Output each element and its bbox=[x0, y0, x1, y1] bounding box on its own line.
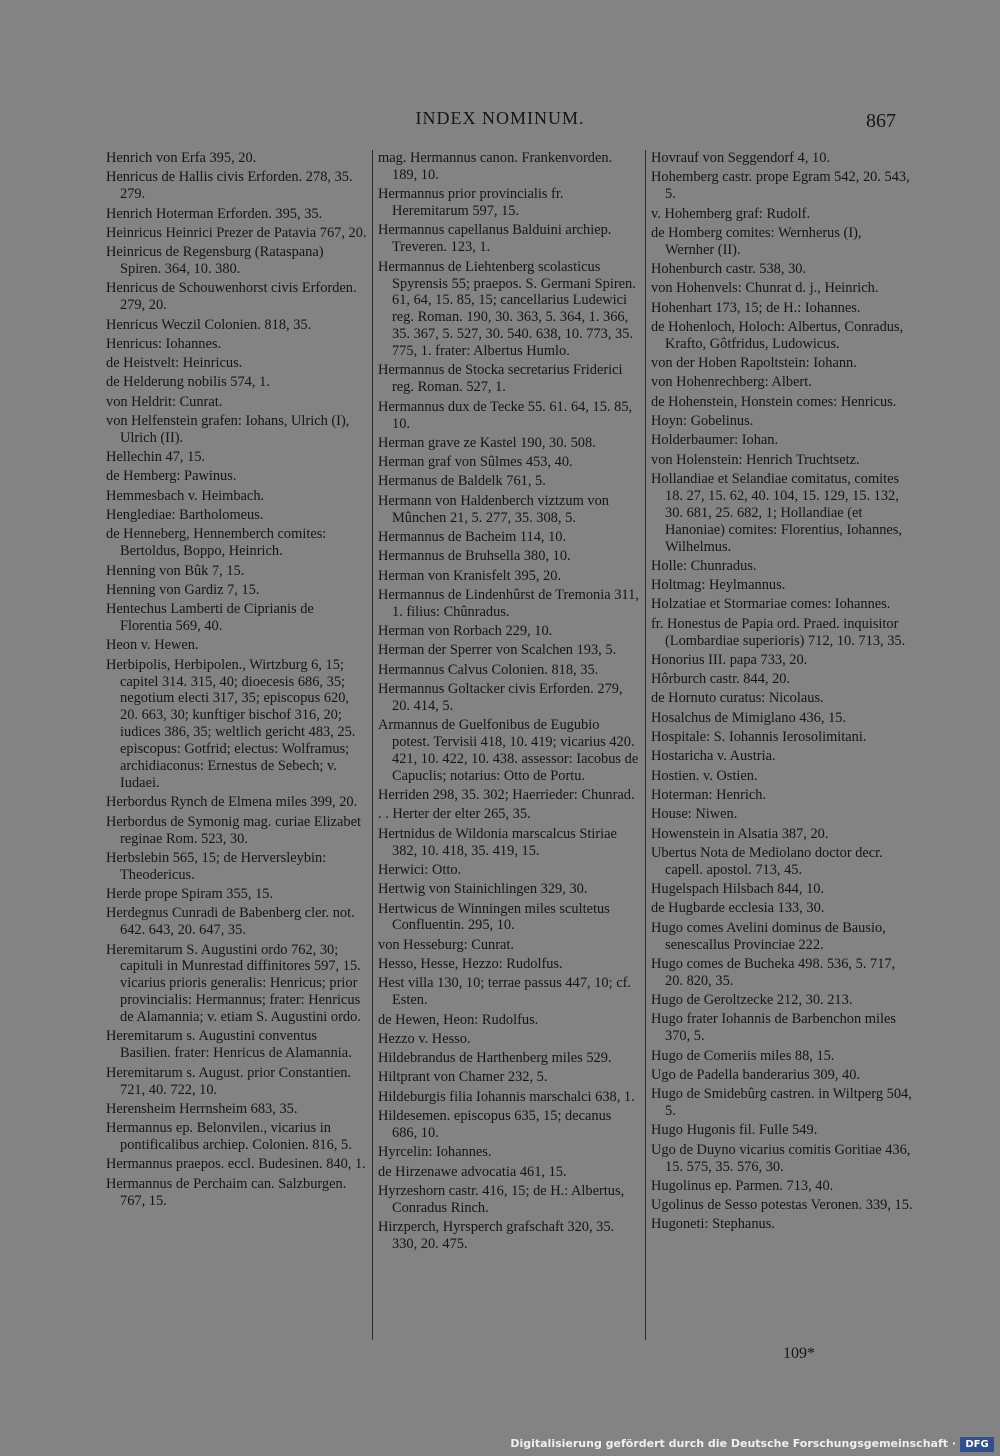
index-entry: Ubertus Nota de Mediolano doctor decr. capell. apostol. 713, 45. bbox=[651, 844, 883, 878]
index-entry: Hyrcelin: Iohannes. bbox=[378, 1144, 492, 1161]
index-entry: Hugo Hugonis fil. Fulle 549. bbox=[651, 1122, 818, 1139]
index-entry: Herde prope Spiram 355, 15. bbox=[106, 886, 274, 903]
index-column-3 bbox=[651, 150, 913, 1236]
index-entry: Herwici: Otto. bbox=[378, 861, 462, 878]
index-entry: Henricus: Iohannes. bbox=[106, 335, 222, 352]
column-rule-right bbox=[645, 150, 646, 1340]
signature-mark: 109* bbox=[783, 1345, 815, 1362]
index-entry: Armannus de Guelfonibus de Eugubio potest. Tervisii 418, 10. 419; vicarius 420. 421, 10. 422, 10. 438. assessor: Iacobus de Capuclis; notarius: Otto de Portu. bbox=[378, 717, 639, 784]
page-number: 867 bbox=[866, 110, 896, 132]
index-entry: Hospitale: S. Iohannis Ierosolimitani. bbox=[651, 729, 867, 746]
index-entry: Hoterman: Henrich. bbox=[651, 786, 767, 803]
running-head: INDEX NOMINUM. bbox=[415, 108, 585, 128]
index-entry: Hermannus Calvus Colonien. 818, 35. bbox=[378, 661, 599, 678]
index-entry: Heon v. Hewen. bbox=[106, 637, 199, 654]
index-entry: de Helderung nobilis 574, 1. bbox=[106, 374, 270, 391]
index-entry: Hertwicus de Winningen miles scultetus Confluentin. 295, 10. bbox=[378, 900, 610, 934]
index-column-2 bbox=[378, 150, 640, 1255]
index-entry: Hugelspach Hilsbach 844, 10. bbox=[651, 881, 825, 898]
index-entry: Herman der Sperrer von Scalchen 193, 5. bbox=[378, 642, 617, 659]
index-entry: mag. Hermannus canon. Frankenvorden. 189, 10. bbox=[378, 150, 613, 183]
index-entry: Holderbaumer: Iohan. bbox=[651, 432, 779, 449]
index-entry: Henning von Bûk 7, 15. bbox=[106, 562, 245, 579]
index-entry: Herdegnus Cunradi de Babenberg cler. not. 642. 643, 20. 647, 35. bbox=[106, 905, 355, 939]
index-entry: von Hohenrechberg: Albert. bbox=[651, 374, 812, 391]
index-entry: Henrich von Erfa 395, 20. bbox=[106, 150, 257, 166]
index-entry: von Helfenstein grafen: Iohans, Ulrich (I), Ulrich (II). bbox=[106, 412, 350, 446]
index-entry: . . Herter der elter 265, 35. bbox=[378, 806, 531, 823]
index-entry: von Hohenvels: Chunrat d. j., Heinrich. bbox=[651, 280, 879, 297]
index-entry: fr. Honestus de Papia ord. Praed. inquisitor (Lombardiae superioris) 712, 10. 713, 35. bbox=[651, 615, 906, 649]
index-column-1 bbox=[106, 150, 368, 1212]
index-entry: Hildebrandus de Harthenberg miles 529. bbox=[378, 1050, 612, 1067]
index-entry: Hildeburgis filia Iohannis marschalci 638, 1. bbox=[378, 1088, 635, 1105]
dfg-logo: DFG bbox=[960, 1437, 994, 1452]
index-entry: Honorius III. papa 733, 20. bbox=[651, 651, 808, 668]
index-entry: Hugolinus ep. Parmen. 713, 40. bbox=[651, 1177, 834, 1194]
index-entry: Henrich Hoterman Erforden. 395, 35. bbox=[106, 205, 323, 222]
index-entry: Hyrzeshorn castr. 416, 15; de H.: Albertus, Conradus Rinch. bbox=[378, 1182, 625, 1216]
index-entry: Hosalchus de Mimiglano 436, 15. bbox=[651, 709, 847, 726]
index-entry: Hermanus de Baldelk 761, 5. bbox=[378, 473, 546, 490]
index-entry: Hertnidus de Wildonia marscalcus Stiriae 382, 10. 418, 35. 419, 15. bbox=[378, 825, 617, 859]
funding-note: Digitalisierung gefördert durch die Deutsche Forschungsgemeinschaft · bbox=[510, 1437, 956, 1450]
index-entry: Holtmag: Heylmannus. bbox=[651, 577, 786, 594]
index-entry: Hermannus de Lindenhûrst de Tremonia 311, 1. filius: Chûnradus. bbox=[378, 586, 639, 620]
index-entry: Heremitarum S. Augustini ordo 762, 30; capituli in Munrestad diffinitores 597, 15. vicarius prioris generalis: Henricus; prior provincialis: Hermannus; frater: Henricus de Alamannia; v. etiam S. Augustini ordo. bbox=[106, 941, 361, 1026]
index-entry: Hermannus de Stocka secretarius Friderici reg. Roman. 527, 1. bbox=[378, 362, 623, 396]
index-entry: Hostaricha v. Austria. bbox=[651, 748, 776, 765]
index-entry: Hugo comes de Bucheka 498. 536, 5. 717, 20. 820, 35. bbox=[651, 955, 896, 989]
index-entry: Hirzperch, Hyrsperch grafschaft 320, 35. 330, 20. 475. bbox=[378, 1219, 615, 1252]
index-entry: von Hesseburg: Cunrat. bbox=[378, 936, 515, 953]
index-entry: Hoyn: Gobelinus. bbox=[651, 412, 754, 429]
index-entry: Hostien. v. Ostien. bbox=[651, 767, 758, 784]
index-entry: de Hewen, Heon: Rudolfus. bbox=[378, 1011, 539, 1028]
index-entry: Henricus de Hallis civis Erforden. 278, 35. 279. bbox=[106, 169, 353, 203]
index-entry: Hermannus ep. Belonvilen., vicarius in pontificalibus archiep. Colonien. 816, 5. bbox=[106, 1120, 352, 1154]
index-entry: Hemmesbach v. Heimbach. bbox=[106, 487, 265, 504]
index-entry: Hugo frater Iohannis de Barbenchon miles 370, 5. bbox=[651, 1011, 896, 1045]
index-entry: Hôrburch castr. 844, 20. bbox=[651, 671, 791, 688]
index-entry: Hohemberg castr. prope Egram 542, 20. 543, 5. bbox=[651, 169, 910, 203]
index-entry: Hermannus capellanus Balduini archiep. Treveren. 123, 1. bbox=[378, 222, 612, 256]
index-entry: Hollandiae et Selandiae comitatus, comites 18. 27, 15. 62, 40. 104, 15. 129, 15. 132, 30. 681, 25. 682, 1; Hollandiae (et Hanoniae) comites: Florentius, Iohannes, Wilhelmus. bbox=[651, 470, 902, 555]
index-entry: Henricus Weczil Colonien. 818, 35. bbox=[106, 316, 312, 333]
index-entry: Hovrauf von Seggendorf 4, 10. bbox=[651, 150, 831, 166]
index-entry: Hellechin 47, 15. bbox=[106, 449, 206, 466]
index-entry: Holzatiae et Stormariae comes: Iohannes. bbox=[651, 596, 891, 613]
index-entry: Hiltprant von Chamer 232, 5. bbox=[378, 1069, 548, 1086]
index-entry: Hermannus de Bacheim 114, 10. bbox=[378, 528, 567, 545]
index-entry: Ugolinus de Sesso potestas Veronen. 339, 15. bbox=[651, 1197, 913, 1214]
index-entry: Hohenburch castr. 538, 30. bbox=[651, 261, 807, 277]
index-entry: Herbordus Rynch de Elmena miles 399, 20. bbox=[106, 794, 358, 811]
index-entry: Henricus de Schouwenhorst civis Erforden. 279, 20. bbox=[106, 280, 357, 314]
index-entry: Hugo de Smidebûrg castren. in Wiltperg 504, 5. bbox=[651, 1086, 912, 1120]
index-entry: Hugoneti: Stephanus. bbox=[651, 1216, 775, 1233]
index-entry: Hesso, Hesse, Hezzo: Rudolfus. bbox=[378, 956, 563, 973]
index-entry: de Henneberg, Hennemberch comites: Bertoldus, Boppo, Heinrich. bbox=[106, 526, 327, 560]
index-entry: Hermann von Haldenberch viztzum von Mûnchen 21, 5. 277, 35. 308, 5. bbox=[378, 492, 609, 526]
index-entry: Ugo de Padella banderarius 309, 40. bbox=[651, 1066, 861, 1083]
index-entry: von Holenstein: Henrich Truchtsetz. bbox=[651, 451, 860, 468]
index-entry: Herensheim Herrnsheim 683, 35. bbox=[106, 1100, 298, 1117]
index-entry: Hermannus de Perchaim can. Salzburgen. 767, 15. bbox=[106, 1175, 347, 1209]
index-entry: Heinricus de Regensburg (Rataspana) Spiren. 364, 10. 380. bbox=[106, 244, 324, 277]
index-entry: de Hirzenawe advocatia 461, 15. bbox=[378, 1163, 567, 1180]
index-entry: de Hornuto curatus: Nicolaus. bbox=[651, 690, 824, 707]
index-entry: Hentechus Lamberti de Ciprianis de Florentia 569, 40. bbox=[106, 601, 314, 635]
index-entry: Herman von Rorbach 229, 10. bbox=[378, 623, 553, 640]
index-entry: House: Niwen. bbox=[651, 806, 738, 823]
index-entry: Howenstein in Alsatia 387, 20. bbox=[651, 825, 829, 842]
index-entry: de Homberg comites: Wernherus (I), Wernher (II). bbox=[651, 224, 862, 258]
index-entry: Ugo de Duyno vicarius comitis Goritiae 436, 15. 575, 35. 576, 30. bbox=[651, 1141, 911, 1175]
index-entry: Hermannus de Bruhsella 380, 10. bbox=[378, 548, 571, 565]
index-entry: Hermannus praepos. eccl. Budesinen. 840, 1. bbox=[106, 1156, 366, 1173]
index-entry: Hohenhart 173, 15; de H.: Iohannes. bbox=[651, 299, 861, 316]
index-entry: Hermannus de Liehtenberg scolasticus Spyrensis 55; praepos. S. Germani Spiren. 61, 64, 15. 85, 15; cancellarius Ludewici reg. Roman. 190, 30. 363, 5. 364, 1. 366, 35. 367, 5. 527, 30. 540. 638, 10. 773, 35. 775, 1. frater: Albertus Humlo. bbox=[378, 258, 636, 360]
index-entry: de Hemberg: Pawinus. bbox=[106, 468, 237, 485]
index-entry: Heremitarum s. August. prior Constantien. 721, 40. 722, 10. bbox=[106, 1064, 352, 1098]
index-entry: Hugo de Comeriis miles 88, 15. bbox=[651, 1047, 835, 1064]
index-entry: Herman von Kranisfelt 395, 20. bbox=[378, 567, 562, 584]
index-entry: Herbslebin 565, 15; de Herversleybin: Theodericus. bbox=[106, 849, 327, 883]
index-entry: Herriden 298, 35. 302; Haerrieder: Chunrad. bbox=[378, 787, 635, 804]
index-entry: Hermannus Goltacker civis Erforden. 279, 20. 414, 5. bbox=[378, 680, 623, 714]
index-entry: von Heldrit: Cunrat. bbox=[106, 393, 223, 410]
index-entry: Hest villa 130, 10; terrae passus 447, 10; cf. Esten. bbox=[378, 975, 631, 1009]
index-entry: Hugo de Geroltzecke 212, 30. 213. bbox=[651, 992, 853, 1009]
index-entry: Herman graf von Sûlmes 453, 40. bbox=[378, 454, 573, 471]
index-entry: de Hugbarde ecclesia 133, 30. bbox=[651, 900, 825, 917]
index-entry: Hildesemen. episcopus 635, 15; decanus 686, 10. bbox=[378, 1108, 612, 1141]
index-entry: Herman grave ze Kastel 190, 30. 508. bbox=[378, 434, 596, 451]
index-entry: Henning von Gardiz 7, 15. bbox=[106, 581, 260, 598]
index-entry: Hertwig von Stainichlingen 329, 30. bbox=[378, 881, 588, 898]
index-entry: de Hohenloch, Holoch: Albertus, Conradus, Krafto, Gôtfridus, Ludowicus. bbox=[651, 318, 904, 352]
index-entry: Hugo comes Avelini dominus de Bausio, senescallus Provinciae 222. bbox=[651, 919, 886, 953]
index-entry: Hezzo v. Hesso. bbox=[378, 1030, 471, 1047]
index-entry: von der Hoben Rapoltstein: Iohann. bbox=[651, 355, 857, 372]
index-entry: de Heistvelt: Heinricus. bbox=[106, 355, 243, 372]
index-entry: Henglediae: Bartholomeus. bbox=[106, 507, 264, 524]
index-entry: de Hohenstein, Honstein comes: Henricus. bbox=[651, 393, 897, 410]
index-entry: Hermannus prior provincialis fr. Heremitarum 597, 15. bbox=[378, 186, 564, 220]
index-entry: Heinricus Heinrici Prezer de Patavia 767, 20. bbox=[106, 224, 367, 241]
index-entry: Holle: Chunradus. bbox=[651, 557, 757, 574]
index-entry: Heremitarum s. Augustini conventus Basilien. frater: Henricus de Alamannia. bbox=[106, 1028, 352, 1062]
index-entry: v. Hohemberg graf: Rudolf. bbox=[651, 205, 811, 222]
column-rule-left bbox=[372, 150, 373, 1340]
index-entry: Hermannus dux de Tecke 55. 61. 64, 15. 85, 10. bbox=[378, 398, 633, 432]
index-entry: Herbordus de Symonig mag. curiae Elizabet reginae Rom. 523, 30. bbox=[106, 813, 361, 847]
index-entry: Herbipolis, Herbipolen., Wirtzburg 6, 15; capitel 314. 315, 40; dioecesis 686, 35; negotium electi 317, 35; episcopus 620, 20. 663, 30; kunftiger bischof 316, 20; iudices 386, 35; weltlich gericht 483, 25. episcopus: Gotfrid; electus: Wolframus; archidiaconus: Ernestus de Sebech; v. Iudaei. bbox=[106, 656, 356, 792]
